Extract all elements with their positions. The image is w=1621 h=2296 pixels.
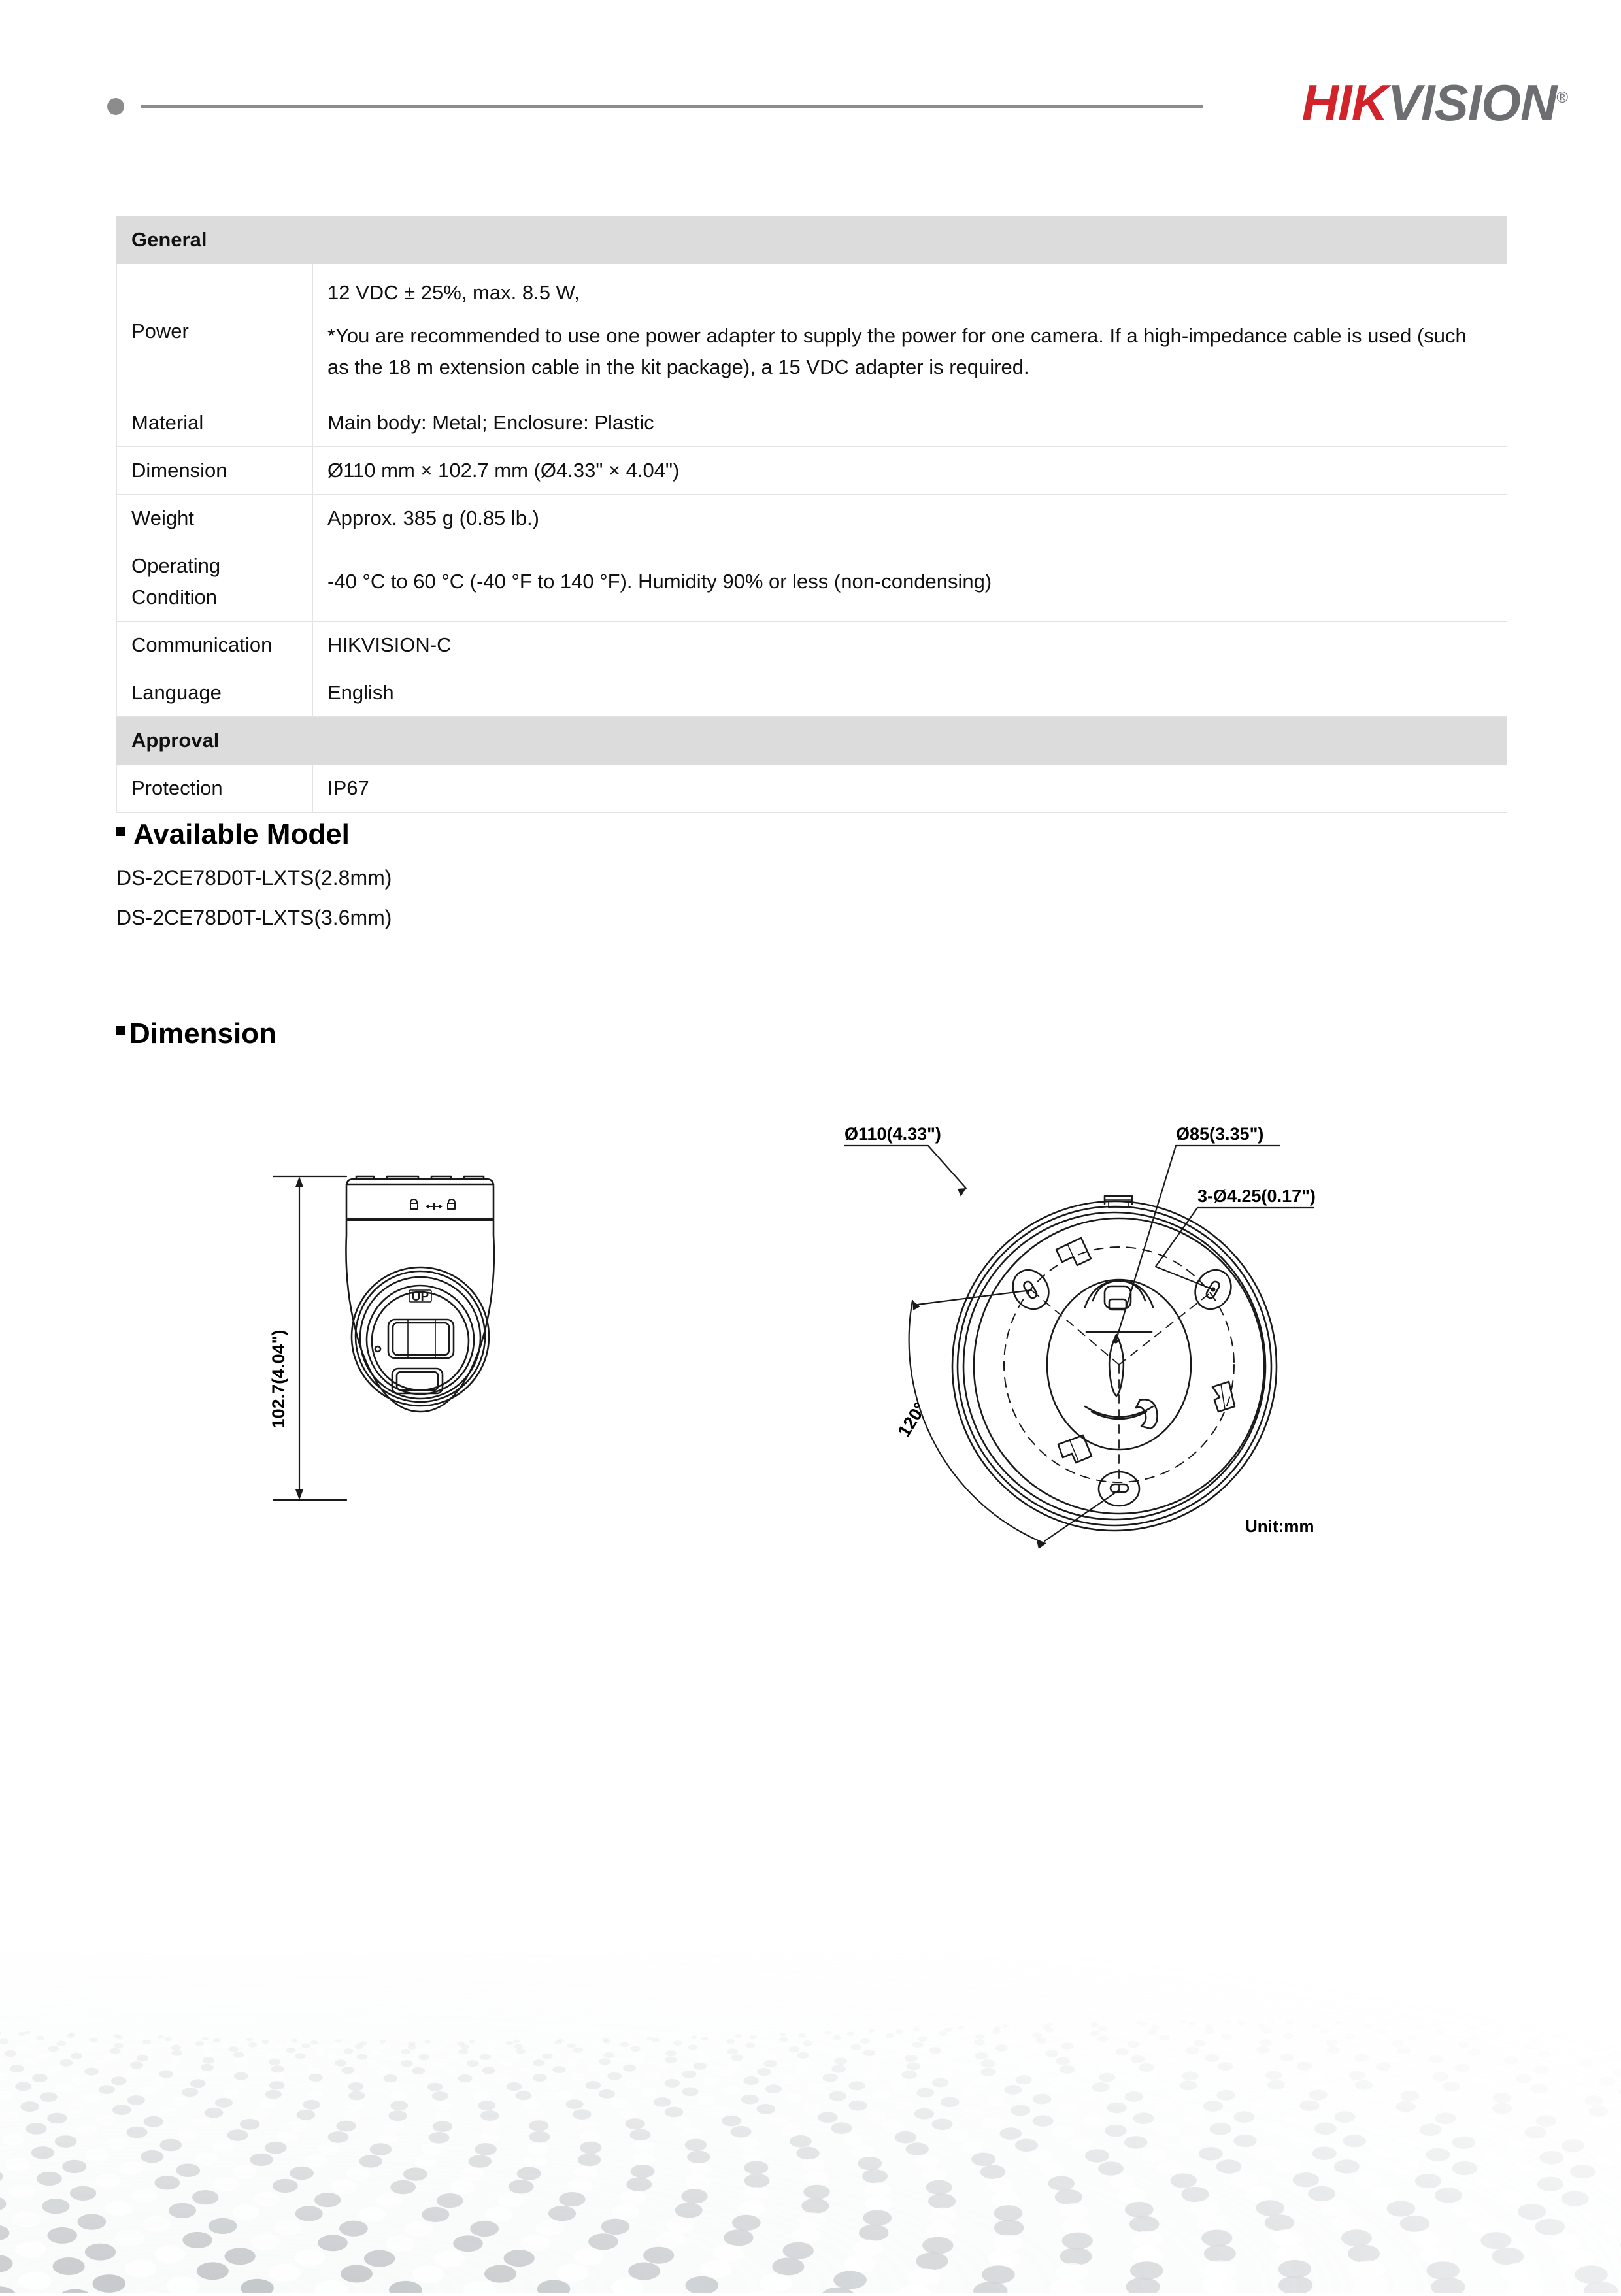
top-view-hole-label: 3-Ø4.25(0.17") xyxy=(1197,1186,1316,1206)
table-cell-value: IP67 xyxy=(313,765,1507,812)
table-row xyxy=(117,495,1507,542)
table-cell-key: Weight xyxy=(117,495,313,542)
table-row xyxy=(117,765,1507,812)
table-row xyxy=(117,447,1507,495)
table-cell-value: -40 °C to 60 °C (-40 °F to 140 °F). Humidity 90% or less (non-condensing) xyxy=(313,542,1507,622)
header-dot-decoration xyxy=(107,98,124,115)
table-row xyxy=(117,622,1507,669)
table-section-row xyxy=(117,216,1507,264)
table-cell-value: English xyxy=(313,669,1507,717)
logo-vision-text: VISION xyxy=(1388,74,1556,131)
table-row xyxy=(117,399,1507,447)
watermark-svg xyxy=(0,1953,1621,2293)
table-cell-key: Power xyxy=(117,264,313,399)
hikvision-logo xyxy=(1302,77,1567,128)
unit-note: Unit:mm xyxy=(1245,1516,1314,1537)
table-row xyxy=(117,542,1507,622)
dimension-drawing-svg xyxy=(0,1105,1621,1575)
top-view-inner-diameter-label: Ø85(3.35") xyxy=(1176,1124,1263,1144)
header-divider-line xyxy=(141,105,1203,108)
available-model-heading-text: Available Model xyxy=(133,818,350,850)
model-item: DS-2CE78D0T-LXTS(3.6mm) xyxy=(116,906,392,930)
dimension-drawings xyxy=(0,1105,1621,1575)
svg-text:UP: UP xyxy=(412,1290,429,1304)
table-cell-key: Protection xyxy=(117,765,313,812)
table-cell-value: HIKVISION-C xyxy=(313,622,1507,669)
table-cell-key: Communication xyxy=(117,622,313,669)
table-cell-key: Operating Condition xyxy=(117,542,313,622)
table-cell-value: Approx. 385 g (0.85 lb.) xyxy=(313,495,1507,542)
available-model-heading xyxy=(116,818,350,851)
top-view-angle-label: 120° xyxy=(894,1399,930,1440)
table-section-label: Approval xyxy=(117,717,1507,765)
table-cell-value: Ø110 mm × 102.7 mm (Ø4.33" × 4.04") xyxy=(313,447,1507,495)
table-row xyxy=(117,669,1507,717)
logo-hik-text: HIK xyxy=(1302,74,1388,131)
table-cell-key: Material xyxy=(117,399,313,447)
registered-trademark-icon: ® xyxy=(1556,89,1567,107)
model-item: DS-2CE78D0T-LXTS(2.8mm) xyxy=(116,866,392,890)
table-cell-value xyxy=(313,264,1507,399)
dimension-heading xyxy=(116,1018,276,1050)
footer-watermark-pattern xyxy=(0,1953,1621,2293)
top-view-outer-diameter-label: Ø110(4.33") xyxy=(844,1124,941,1144)
table-cell-value-paragraph: 12 VDC ± 25%, max. 8.5 W, xyxy=(327,277,1492,308)
specification-table xyxy=(116,216,1507,813)
square-bullet-icon xyxy=(116,1026,125,1035)
table-section-row xyxy=(117,717,1507,765)
square-bullet-icon xyxy=(116,827,125,836)
table-cell-value-paragraph: *You are recommended to use one power adapter to supply the power for one camera. If a high-impedance cable is used (such as the 18 m extension cable in the kit package), a 15 VDC adapter is required. xyxy=(327,320,1492,383)
table-section-label: General xyxy=(117,216,1507,264)
table-row xyxy=(117,264,1507,399)
dimension-heading-text: Dimension xyxy=(129,1018,276,1050)
side-view-height-label: 102.7(4.04") xyxy=(269,1330,288,1429)
page-header xyxy=(0,0,1621,150)
table-cell-key: Language xyxy=(117,669,313,717)
table-cell-value: Main body: Metal; Enclosure: Plastic xyxy=(313,399,1507,447)
table-cell-key: Dimension xyxy=(117,447,313,495)
